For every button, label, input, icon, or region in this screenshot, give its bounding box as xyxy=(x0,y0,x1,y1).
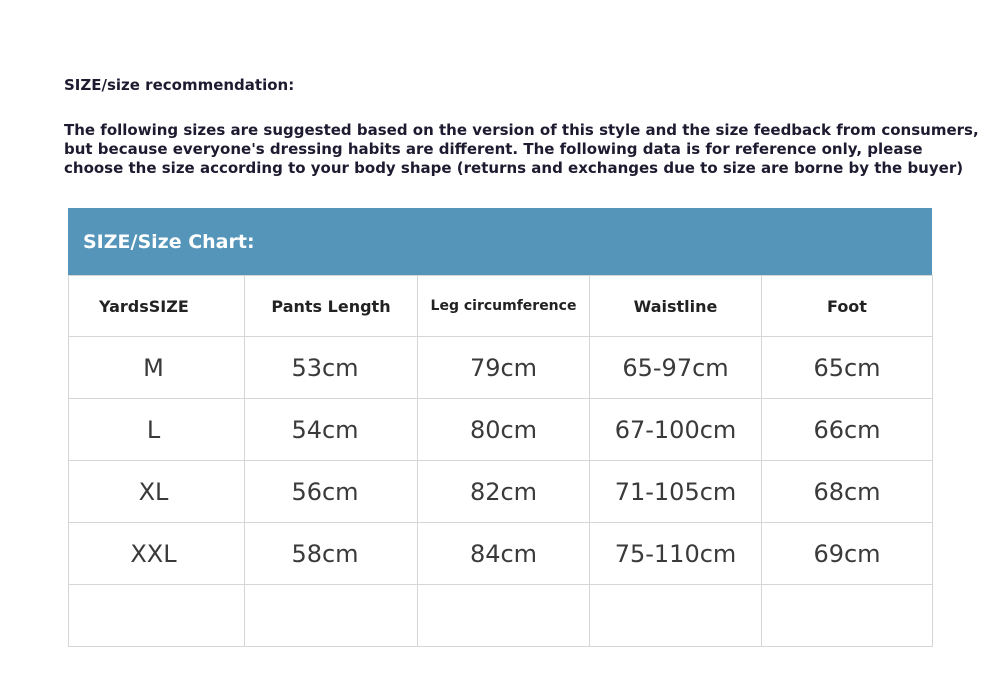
table-cell-waistline xyxy=(590,585,762,647)
table-row xyxy=(69,523,933,585)
table-cell-foot: 66cm xyxy=(762,399,933,461)
size-chart-title: SIZE/Size Chart: xyxy=(83,230,255,253)
table-cell-leg-circumference: 79cm xyxy=(418,337,590,399)
table-cell-waistline: 71-105cm xyxy=(590,461,762,523)
notice-line: but because everyone's dressing habits are different. The following data is for reference only, please xyxy=(64,140,923,158)
table-cell-waistline: 67-100cm xyxy=(590,399,762,461)
table-cell-waistline: 65-97cm xyxy=(590,337,762,399)
table-header-row xyxy=(69,276,933,337)
table-cell-foot: 69cm xyxy=(762,523,933,585)
size-chart xyxy=(68,208,932,647)
size-chart-header-bar xyxy=(68,208,932,275)
column-header-waistline: Waistline xyxy=(590,276,762,337)
table-cell-pants-length xyxy=(245,585,418,647)
table-row xyxy=(69,399,933,461)
table-cell-leg-circumference: 80cm xyxy=(418,399,590,461)
table-cell-leg-circumference: 84cm xyxy=(418,523,590,585)
table-cell-size: XXL xyxy=(69,523,245,585)
table-row xyxy=(69,461,933,523)
column-header-size: YardsSIZE xyxy=(69,276,245,337)
table-cell-leg-circumference: 82cm xyxy=(418,461,590,523)
table-row-empty xyxy=(69,585,933,647)
table-cell-size: L xyxy=(69,399,245,461)
size-recommendation-heading: SIZE/size recommendation: xyxy=(64,76,295,94)
notice-line: choose the size according to your body shape (returns and exchanges due to size are borne by the buyer) xyxy=(64,159,964,177)
table-row xyxy=(69,337,933,399)
notice-line: The following sizes are suggested based on the version of this style and the size feedback from consumers, xyxy=(64,121,979,139)
table-cell-pants-length: 58cm xyxy=(245,523,418,585)
table-cell-foot: 65cm xyxy=(762,337,933,399)
column-header-pants-length: Pants Length xyxy=(245,276,418,337)
table-cell-pants-length: 56cm xyxy=(245,461,418,523)
table-cell-waistline: 75-110cm xyxy=(590,523,762,585)
size-table xyxy=(68,275,933,647)
table-cell-leg-circumference xyxy=(418,585,590,647)
table-cell-size: M xyxy=(69,337,245,399)
table-cell-pants-length: 54cm xyxy=(245,399,418,461)
column-header-foot: Foot xyxy=(762,276,933,337)
table-cell-foot: 68cm xyxy=(762,461,933,523)
table-cell-pants-length: 53cm xyxy=(245,337,418,399)
table-cell-size: XL xyxy=(69,461,245,523)
column-header-leg-circumference: Leg circumference xyxy=(418,276,590,337)
size-notice-text xyxy=(64,121,979,178)
table-cell-foot xyxy=(762,585,933,647)
table-cell-size xyxy=(69,585,245,647)
